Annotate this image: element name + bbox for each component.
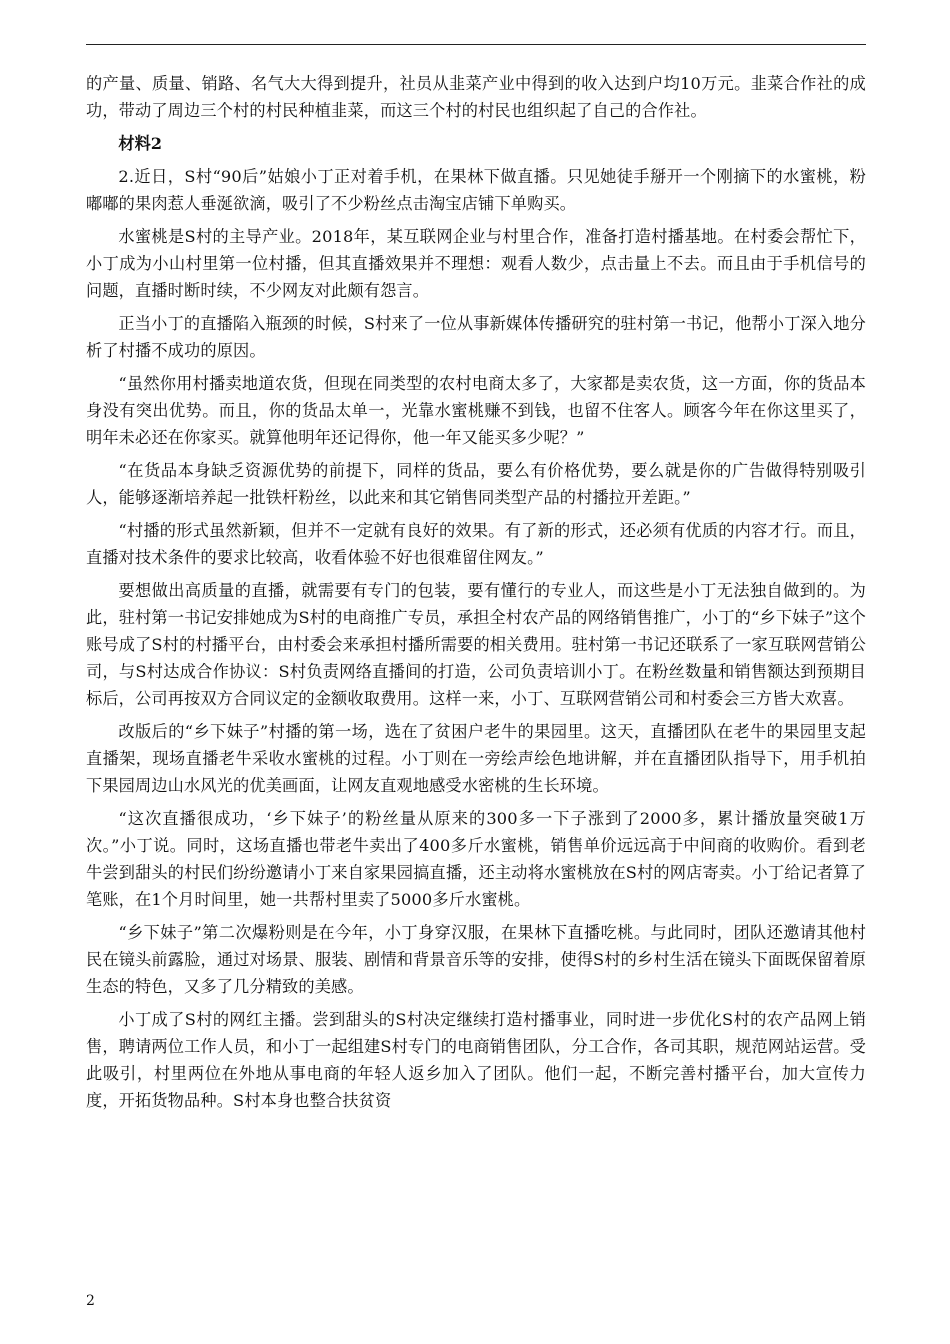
paragraph-11: 小丁成了S村的网红主播。尝到甜头的S村决定继续打造村播事业，同时进一步优化S村的农产品网上销售，聘请两位工作人员，和小丁一起组建S村专门的电商销售团队，分工合作，各司其职，规范网站运营。受此吸引，村里两位在外地从事电商的年轻人返乡加入了团队。他们一起，不断完善村播平台，加大宣传力度，开拓货物品种。S村本身也整合扶贫资 <box>86 1010 866 1110</box>
paragraph-9: “这次直播很成功，‘乡下妹子’的粉丝量从原来的300多一下子涨到了2000多，累计播放量突破1万次。”小丁说。同时，这场直播也带老牛卖出了400多斤水蜜桃，销售单价远远高于中间商的收购价。看到老牛尝到甜头的村民们纷纷邀请小丁来自家果园搞直播，还主动将水蜜桃放在S村的网店寄卖。小丁给记者算了笔账，在1个月时间里，她一共帮村里卖了5000多斤水蜜桃。 <box>86 809 866 909</box>
page-number: 2 <box>86 1293 95 1309</box>
section-heading: 材料2 <box>118 134 163 153</box>
paragraph-10: “乡下妹子”第二次爆粉则是在今年，小丁身穿汉服，在果林下直播吃桃。与此同时，团队还邀请其他村民在镜头前露脸，通过对场景、服装、剧情和背景音乐等的安排，使得S村的乡村生活在镜头下面既保留着原生态的特色，又多了几分精致的美感。 <box>86 923 866 996</box>
document-body <box>86 70 866 1120</box>
paragraph-1: 2.近日，S村“90后”姑娘小丁正对着手机，在果林下做直播。只见她徒手掰开一个刚摘下的水蜜桃，粉嘟嘟的果肉惹人垂涎欲滴，吸引了不少粉丝点击淘宝店铺下单购买。 <box>86 167 866 213</box>
header-rule <box>86 44 866 45</box>
paragraph-8: 改版后的“乡下妹子”村播的第一场，选在了贫困户老牛的果园里。这天，直播团队在老牛的果园里支起直播架，现场直播老牛采收水蜜桃的过程。小丁则在一旁绘声绘色地讲解，并在直播团队指导下，用手机拍下果园周边山水风光的优美画面，让网友直观地感受水密桃的生长环境。 <box>86 722 866 795</box>
continued-paragraph: 的产量、质量、销路、名气大大得到提升，社员从韭菜产业中得到的收入达到户均10万元。韭菜合作社的成功，带动了周边三个村的村民种植韭菜，而这三个村的村民也组织起了自己的合作社。 <box>86 74 866 120</box>
paragraph-4: “虽然你用村播卖地道农货，但现在同类型的农村电商太多了，大家都是卖农货，这一方面，你的货品本身没有突出优势。而且，你的货品太单一，光靠水蜜桃赚不到钱，也留不住客人。顾客今年在你这里买了，明年未必还在你家买。就算他明年还记得你，他一年又能买多少呢？” <box>86 374 866 447</box>
paragraph-2: 水蜜桃是S村的主导产业。2018年，某互联网企业与村里合作，准备打造村播基地。在村委会帮忙下，小丁成为小山村里第一位村播，但其直播效果并不理想：观看人数少，点击量上不去。而且由于手机信号的问题，直播时断时续，不少网友对此颇有怨言。 <box>86 227 866 300</box>
paragraph-5: “在货品本身缺乏资源优势的前提下，同样的货品，要么有价格优势，要么就是你的广告做得特别吸引人，能够逐渐培养起一批铁杆粉丝，以此来和其它销售同类型产品的村播拉开差距。” <box>86 461 866 507</box>
paragraph-6: “村播的形式虽然新颖，但并不一定就有良好的效果。有了新的形式，还必须有优质的内容才行。而且，直播对技术条件的要求比较高，收看体验不好也很难留住网友。” <box>86 521 866 567</box>
paragraph-7: 要想做出高质量的直播，就需要有专门的包装，要有懂行的专业人，而这些是小丁无法独自做到的。为此，驻村第一书记安排她成为S村的电商推广专员，承担全村农产品的网络销售推广，小丁的“乡下妹子”这个账号成了S村的村播平台，由村委会来承担村播所需要的相关费用。驻村第一书记还联系了一家互联网营销公司，与S村达成合作协议：S村负责网络直播间的打造，公司负责培训小丁。在粉丝数量和销售额达到预期目标后，公司再按双方合同议定的金额收取费用。这样一来，小丁、互联网营销公司和村委会三方皆大欢喜。 <box>86 581 866 708</box>
paragraph-3: 正当小丁的直播陷入瓶颈的时候，S村来了一位从事新媒体传播研究的驻村第一书记，他帮小丁深入地分析了村播不成功的原因。 <box>86 314 866 360</box>
